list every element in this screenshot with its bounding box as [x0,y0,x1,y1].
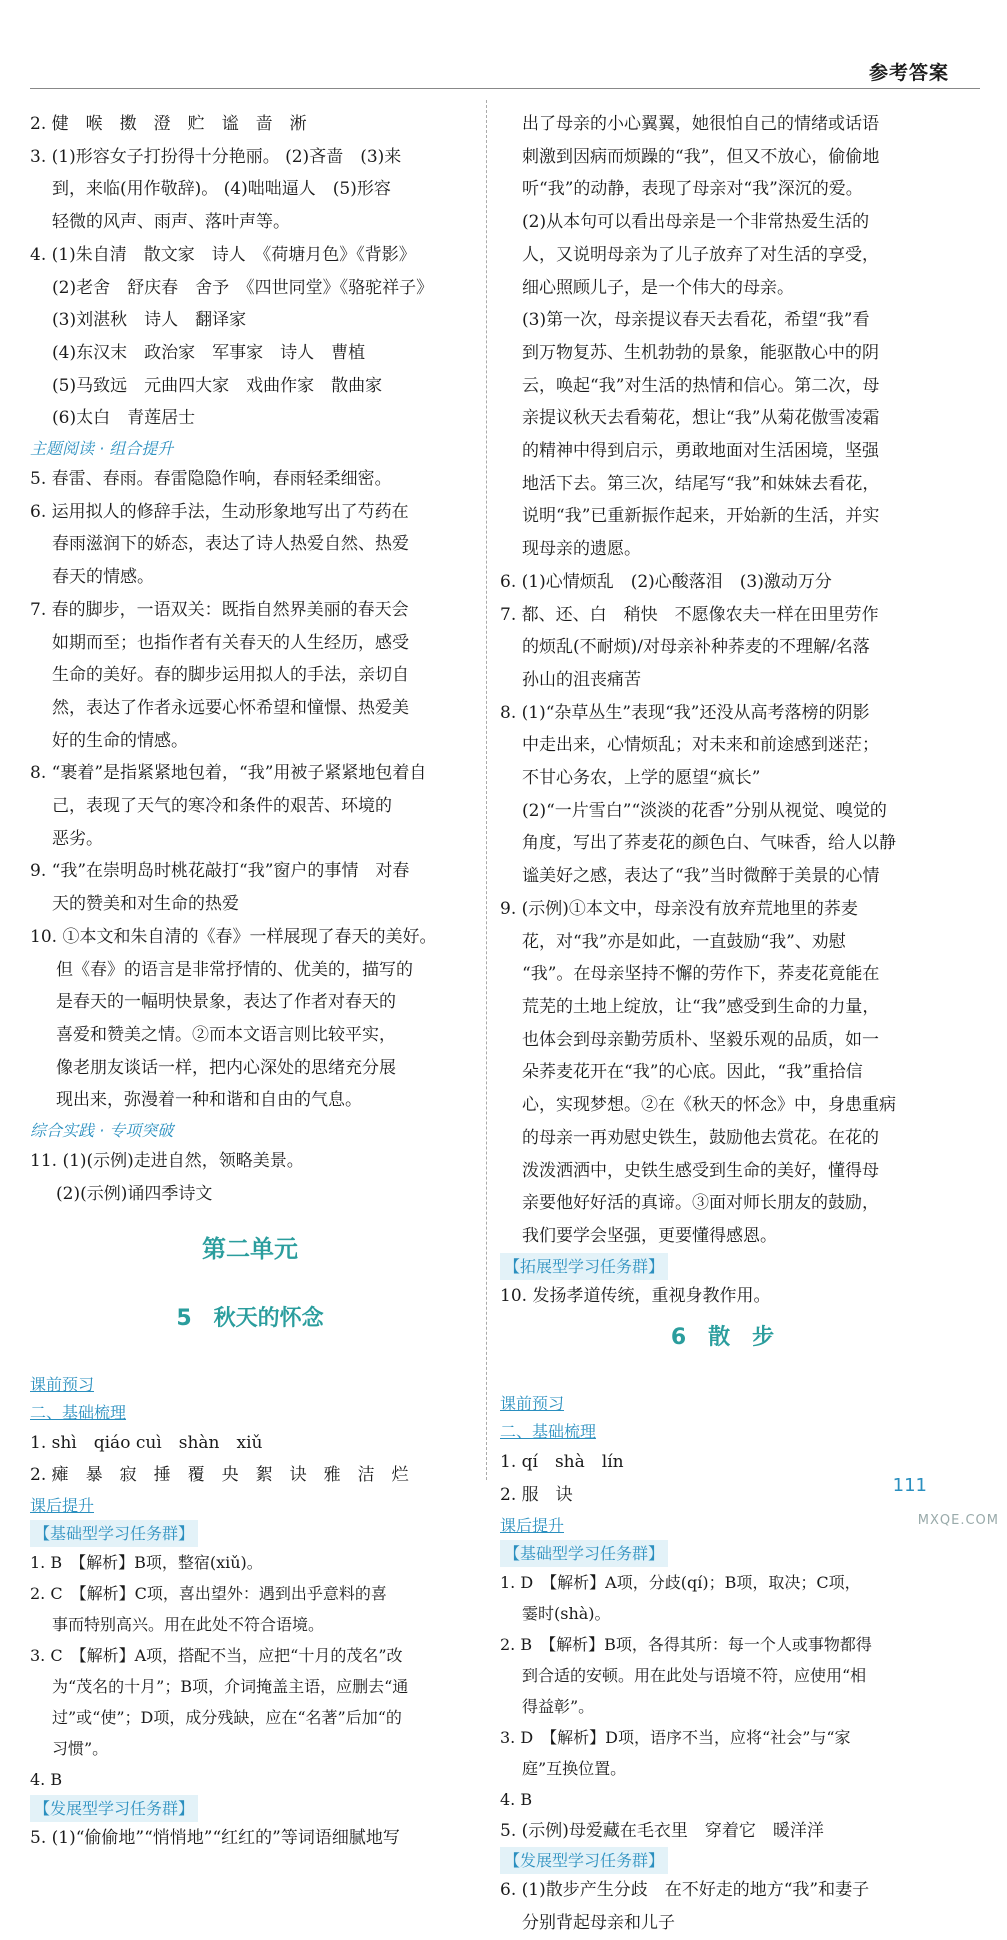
answer-line-cont: 生命的美好。春的脚步运用拟人的手法，亲切自 [52,665,409,686]
watermark: MXQE.COM [917,1513,999,1528]
answer-line: 8. (1)“杂草丛生”表现“我”还没从高考落榜的阴影 [500,702,870,723]
answer-line-cont: 云，唤起“我”对生活的热情和信心。第二次，母 [522,375,880,396]
task-group-tag: 【基础型学习任务群】 [500,1540,668,1567]
answer-line-cont: 朵荞麦花开在“我”的心底。因此，“我”重拾信 [522,1062,863,1083]
page-number: 111 [892,1475,927,1496]
analysis-line-cont: 过”或“使”；D项，成分残缺，应在“名著”后加“的 [52,1707,402,1727]
analysis-line-cont: 事而特别高兴。用在此处不符合语境。 [52,1614,325,1634]
answer-line-cont: 到，来临(用作敬辞)。 (4)咄咄逼人 (5)形容 [52,179,391,200]
section-heading: 二、基础梳理 [30,1402,127,1422]
answer-line-cont: (3)第一次，母亲提议春天去看花，希望“我”看 [522,310,870,331]
task-group-row [500,1540,945,1567]
answer-line-cont: 分别背起母亲和儿子 [522,1913,675,1934]
left-column [30,108,470,1855]
answer-line: 6. 运用拟人的修辞手法，生动形象地写出了芍药在 [30,501,409,522]
answer-line-cont: 中走出来，心情烦乱；对未来和前途感到迷茫； [522,735,879,756]
task-group-row [500,1847,945,1874]
answer-line-cont: 听“我”的动静，表现了母亲对“我”深沉的爱。 [522,179,863,200]
answer-line-cont: 角度，写出了荞麦花的颜色白、气味香，给人以静 [522,833,896,854]
answer-line-cont: 谧美好之感，表达了“我”当时微醉于美景的心情 [522,866,880,887]
answer-line-cont: 现母亲的遗愿。 [522,539,641,560]
section-heading: 课后提升 [30,1495,95,1515]
section-heading: 课后提升 [500,1515,565,1535]
answer-line-cont: 己，表现了天气的寒冷和条件的艰苦、环境的 [52,796,392,817]
section-heading: 主题阅读 · 组合提升 [30,439,174,459]
answer-line: 7. 都、还、白 稍快 不愿像农夫一样在田里劳作 [500,604,879,625]
answer-line: 9. (示例)①本文中，母亲没有放弃荒地里的荞麦 [500,898,858,919]
lesson-title: 6 散 步 [670,1325,775,1351]
answer-line: 2. 瘫 暴 寂 捶 覆 央 絮 诀 雅 洁 烂 [30,1465,409,1486]
answer-line-cont: 亲要他好好活的真谛。③面对师长朋友的鼓励， [522,1193,879,1214]
answer-line-cont: 出了母亲的小心翼翼，她很怕自己的情绪或话语 [522,114,879,134]
analysis-line: 3. C 【解析】A项，搭配不当，应把“十月的茂名”改 [30,1645,403,1665]
answer-line-cont: 如期而至；也指作者有关春天的人生经历，感受 [52,632,409,653]
answer-line-cont: 到万物复苏、生机勃勃的景象，能驱散心中的阴 [522,342,879,363]
answer-line: 11. (1)(示例)走进自然，领略美景。 [30,1151,304,1172]
answer-line-cont: 荒芜的土地上绽放，让“我”感受到生命的力量， [522,996,880,1017]
answer-line-cont: (3)刘湛秋 诗人 翻译家 [52,310,247,331]
answer-line-cont: 亲提议秋天去看菊花，想让“我”从菊花傲雪凌霜 [522,408,880,429]
answer-line: 4. (1)朱自清 散文家 诗人 《荷塘月色》《背影》 [30,244,416,265]
answer-line-cont: (2)(示例)诵四季诗文 [56,1183,213,1204]
answer-line-cont: 细心照顾儿子，是一个伟大的母亲。 [522,277,794,298]
task-group-row [30,1795,470,1822]
analysis-line: 2. B 【解析】B项，各得其所：每一个人或事物都得 [500,1634,872,1654]
answer-line-cont: 心，实现梦想。②在《秋天的怀念》中，身患重病 [522,1095,896,1116]
task-group-tag: 【发展型学习任务群】 [500,1847,668,1874]
answer-line-cont: 花，对“我”亦是如此，一直鼓励“我”、劝慰 [522,931,846,952]
analysis-line-cont: 习惯”。 [52,1738,109,1758]
answer-line-cont: 像老朋友谈话一样，把内心深处的思绪充分展 [56,1057,396,1078]
answer-line-cont: 然，表达了作者永远要心怀希望和憧憬、热爱美 [52,697,409,718]
answer-line: 10. 发扬孝道传统，重视身教作用。 [500,1285,771,1306]
answer-line: 7. 春的脚步，一语双关：既指自然界美丽的春天会 [30,599,409,620]
analysis-line: 1. D 【解析】A项，分歧(qí)；B项，取决；C项， [500,1572,861,1592]
answer-line-cont: (6)太白 青莲居士 [52,408,196,429]
answer-line-cont: 的母亲一再劝慰史铁生，鼓励他去赏花。在花的 [522,1127,879,1148]
column-divider [486,100,487,1480]
answer-line-cont: 不甘心务农，上学的愿望“疯长” [522,768,761,789]
answer-line: 6. (1)心情烦乱 (2)心酸落泪 (3)激动万分 [500,571,832,592]
section-heading: 课前预习 [30,1374,95,1394]
answer-line-cont: (2)从本句可以看出母亲是一个非常热爱生活的 [522,212,870,233]
answer-line-cont: 现出来，弥漫着一种和谐和自由的气息。 [56,1090,362,1111]
answer-line-cont: 春天的情感。 [52,567,154,588]
answer-line-cont: 是春天的一幅明快景象，表达了作者对春天的 [56,992,396,1013]
unit-title: 第二单元 [202,1234,298,1263]
answer-line-cont: 刺激到因病而烦躁的“我”，但又不放心，偷偷地 [522,146,880,167]
section-heading: 课前预习 [500,1394,565,1414]
page-header-title: 参考答案 [868,62,949,84]
task-group-tag: 【发展型学习任务群】 [30,1795,198,1822]
analysis-line: 3. D 【解析】D项，语序不当，应将“社会”与“家 [500,1727,851,1747]
answer-line-cont: 好的生命的情感。 [52,730,188,751]
section-heading: 综合实践 · 专项突破 [30,1121,174,1141]
answer-line-cont: 也体会到母亲勤劳质朴、坚毅乐观的品质，如一 [522,1029,879,1050]
answer-line-cont: 的烦乱(不耐烦)/对母亲补种荞麦的不理解/名落 [522,637,870,658]
answer-line-cont: 轻微的风声、雨声、落叶声等。 [52,212,290,233]
answer-line-cont: 泼泼洒洒中，史铁生感受到生命的美好，懂得母 [522,1160,879,1181]
answer-line-cont: 但《春》的语言是非常抒情的、优美的，描写的 [56,959,413,980]
analysis-line: 4. B [30,1769,63,1789]
task-group-tag: 【拓展型学习任务群】 [500,1253,668,1280]
answer-line-cont: (4)东汉末 政治家 军事家 诗人 曹植 [52,342,366,363]
answer-line: 8. “裹着”是指紧紧地包着，“我”用被子紧紧地包着自 [30,763,427,784]
answer-line-cont: 人，又说明母亲为了儿子放弃了对生活的享受， [522,244,879,265]
answer-line-cont: 春雨滋润下的娇态，表达了诗人热爱自然、热爱 [52,534,409,555]
answer-line: 3. (1)形容女子打扮得十分艳丽。 (2)吝啬 (3)来 [30,146,402,167]
answer-line: 1. shì qiáo cuì shàn xiǔ [30,1432,263,1453]
answer-line-cont: 喜爱和赞美之情。②而本文语言则比较平实， [56,1024,396,1045]
answer-line-cont: 我们要学会坚强，更要懂得感恩。 [522,1225,777,1246]
answer-line-cont: (5)马致远 元曲四大家 戏曲作家 散曲家 [52,375,383,396]
answer-line-cont: 恶劣。 [52,828,103,849]
analysis-line-cont: 庭”互换位置。 [522,1758,627,1778]
answer-line-cont: 说明“我”已重新振作起来，开始新的生活，并实 [522,506,880,527]
analysis-line-cont: 霎时(shà)。 [522,1603,611,1623]
analysis-line-cont: 为“茂名的十月”；B项，介词掩盖主语，应删去“通 [52,1676,409,1696]
lesson-title: 5 秋天的怀念 [176,1305,324,1331]
task-group-tag: 【基础型学习任务群】 [30,1520,198,1547]
header-rule [30,88,980,89]
right-column [500,108,945,1940]
task-group-row [30,1520,470,1547]
answer-line: 5. (示例)母爱藏在毛衣里 穿着它 暖洋洋 [500,1820,824,1841]
answer-line: 2. 服 诀 [500,1485,573,1506]
answer-line-cont: 地活下去。第三次，结尾写“我”和妹妹去看花， [522,473,880,494]
answer-line: 9. “我”在崇明岛时桃花敲打“我”窗户的事情 对春 [30,861,410,882]
analysis-line-cont: 得益彰”。 [522,1696,595,1716]
answer-line-cont: 天的赞美和对生命的热爱 [52,894,239,915]
answer-line-cont: 的精神中得到启示，勇敢地面对生活困境，坚强 [522,441,879,462]
task-group-row [500,1253,945,1280]
answer-line-cont: “我”。在母亲坚持不懈的劳作下，荞麦花竟能在 [522,964,880,985]
analysis-line: 2. C 【解析】C项，喜出望外：遇到出乎意料的喜 [30,1583,387,1603]
analysis-line: 1. B 【解析】B项，整宿(xiǔ)。 [30,1552,263,1572]
section-heading: 二、基础梳理 [500,1422,597,1442]
answer-line-cont: (2)“一片雪白”“淡淡的花香”分别从视觉、嗅觉的 [522,800,887,821]
answer-line: 2. 健 喉 擞 澄 贮 谧 啬 淅 [30,114,307,134]
analysis-line-cont: 到合适的安顿。用在此处与语境不符，应使用“相 [522,1665,867,1685]
answer-line-cont: (2)老舍 舒庆春 舍予 《四世同堂》《骆驼祥子》 [52,277,434,298]
answer-line: 6. (1)散步产生分歧 在不好走的地方“我”和妻子 [500,1880,870,1901]
answer-line: 5. 春雷、春雨。春雷隐隐作响，春雨轻柔细密。 [30,469,392,490]
answer-line: 10. ①本文和朱自清的《春》一样展现了春天的美好。 [30,926,437,947]
analysis-line: 4. B [500,1789,533,1809]
answer-line-cont: 孙山的沮丧痛苦 [522,669,641,690]
answer-line: 5. (1)“偷偷地”“悄悄地”“红红的”等词语细腻地写 [30,1827,400,1848]
answer-line: 1. qí shà lín [500,1452,624,1473]
